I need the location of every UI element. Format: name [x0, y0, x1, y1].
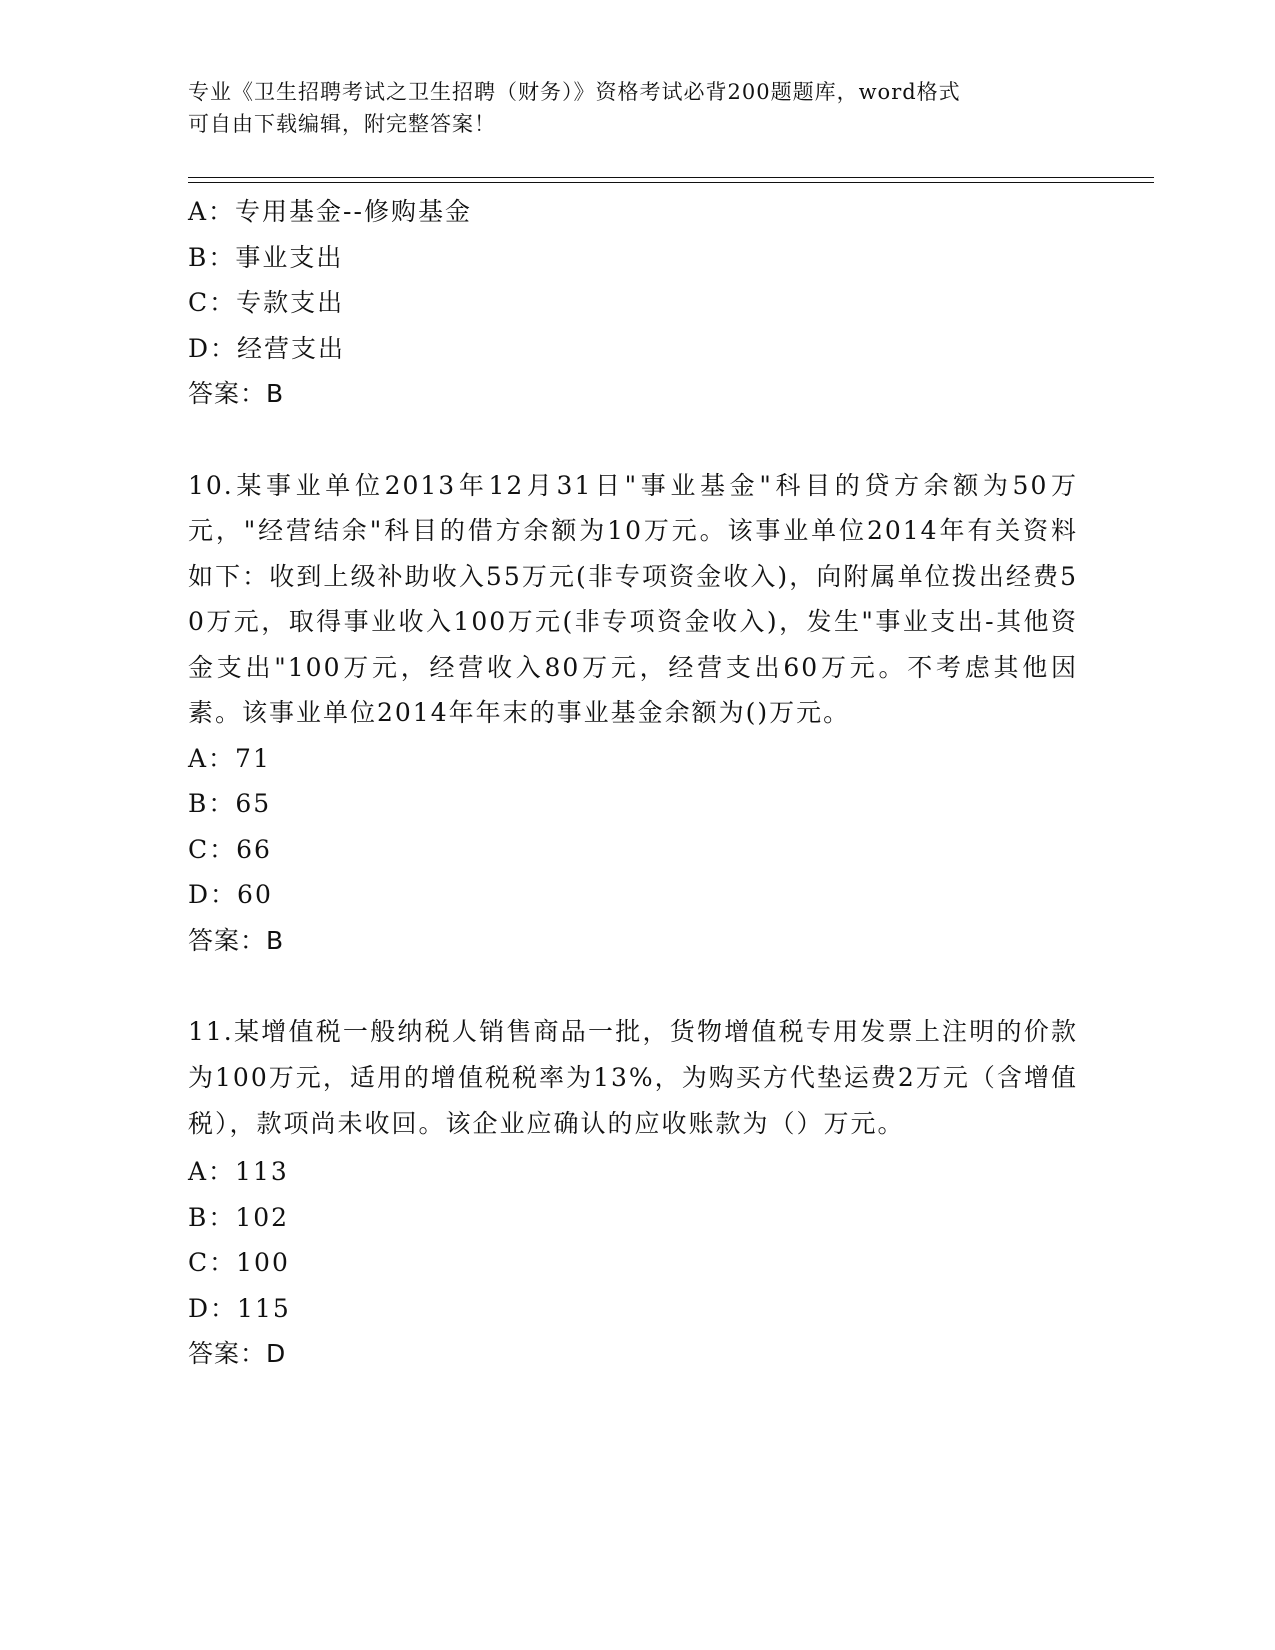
q10-stem: 10.某事业单位2013年12月31日"事业基金"科目的贷方余额为50万元，"经营结余"科目的借方余额为10万元。该事业单位2014年有关资料如下：收到上级补助收入55万元(非专项资金收入)，向附属单位拨出经费50万元，取得事业收入100万元(非专项资金收入)，发生"事业支出-其他资金支出"100万元，经营收入80万元，经营支出60万元。不考虑其他因素。该事业单位2014年年末的事业基金余额为()万元。 — [188, 470, 1078, 727]
question-11 — [188, 1009, 1078, 1377]
q11-answer: 答案：D — [188, 1339, 287, 1368]
question-9-tail — [188, 189, 1078, 417]
spacer — [188, 963, 1078, 1009]
document-body — [188, 189, 1078, 1377]
header-line-2: 可自由下载编辑，附完整答案！ — [188, 112, 496, 136]
header-rule-bottom — [188, 182, 1154, 183]
q10-answer: 答案：B — [188, 925, 285, 955]
document-header — [188, 76, 1068, 140]
q9-answer: 答案：B — [188, 379, 285, 408]
header-rule-top — [188, 177, 1154, 178]
q10-option-a: A：71 — [188, 743, 271, 773]
q10-option-c: C：66 — [188, 834, 272, 864]
spacer — [188, 417, 1078, 463]
q9-option-a: A：专用基金--修购基金 — [188, 197, 472, 226]
q9-option-d: D：经营支出 — [188, 333, 346, 363]
q11-option-b: B：102 — [188, 1202, 290, 1232]
q11-option-d: D：115 — [188, 1293, 291, 1323]
q9-option-c: C：专款支出 — [188, 288, 345, 317]
q10-option-d: D：60 — [188, 880, 273, 909]
q10-option-b: B：65 — [188, 789, 272, 818]
q11-stem: 11.某增值税一般纳税人销售商品一批，货物增值税专用发票上注明的价款为100万元，适用的增值税税率为13%，为购买方代垫运费2万元（含增值税），款项尚未收回。该企业应确认的应收账款为（）万元。 — [188, 1017, 1078, 1138]
question-10 — [188, 463, 1078, 964]
header-line-1: 专业《卫生招聘考试之卫生招聘（财务）》资格考试必背200题题库，word格式 — [188, 80, 961, 104]
q11-option-a: A：113 — [188, 1157, 289, 1186]
q9-option-b: B：事业支出 — [188, 242, 344, 272]
q11-option-c: C：100 — [188, 1248, 290, 1277]
